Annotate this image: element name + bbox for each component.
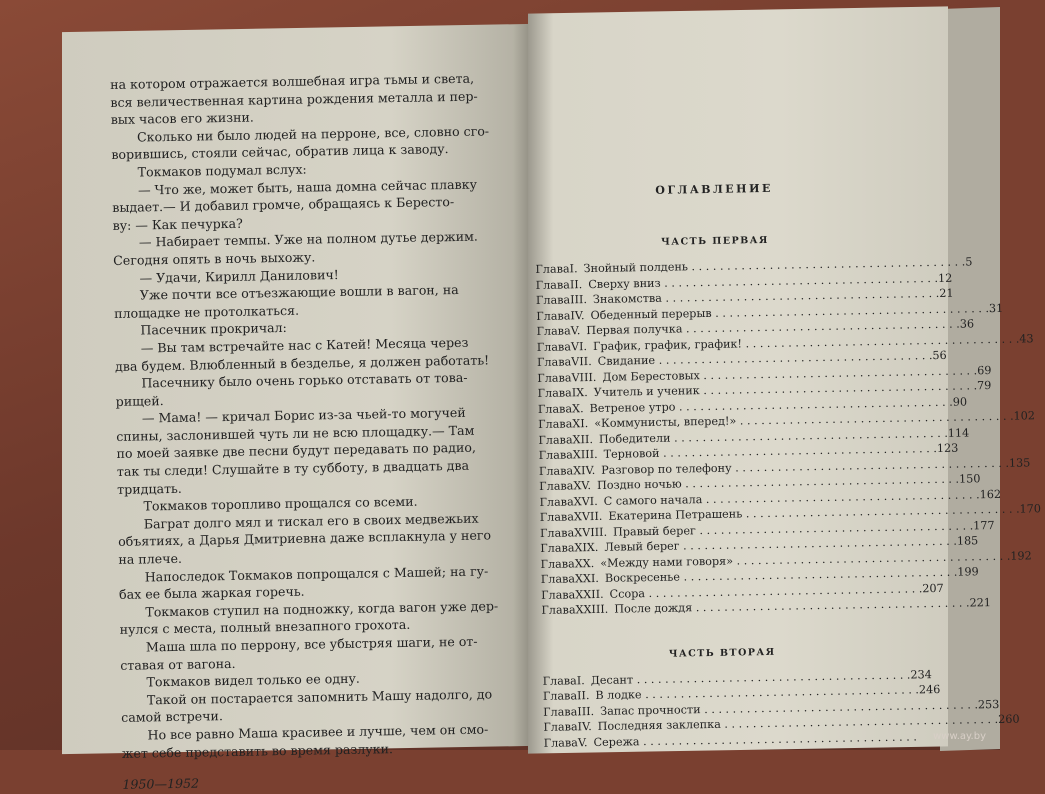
toc-page: 90 [953,394,968,410]
text-line: по моей заявке две песни будут передавать по радио, [116,439,491,463]
toc-label: Глава [539,447,573,463]
toc-num: XX. [575,555,601,571]
part1-chapter-list [535,256,901,619]
toc-label: Глава [536,292,570,308]
toc-num: XXIII. [575,602,614,618]
watermark: www.ay.by [933,731,986,742]
toc-num: XVIII. [574,524,613,540]
toc-num: X. [572,401,590,417]
toc-page: 135 [1009,455,1031,471]
table-of-contents [534,180,904,751]
toc-title: Свидание . . . [598,348,933,369]
toc-page: 185 [957,533,979,549]
toc-label: Глава [536,277,570,293]
toc-num: XVII. [574,509,609,525]
toc-label: Глава [541,587,575,603]
text-line: на котором отражается волшебная игра тьмы и света, [110,69,485,93]
toc-title: Терновой . . . [604,441,938,462]
text-line: — Мама! — кричал Борис из-за чьей-то могучей [116,404,491,428]
toc-label: Глава [543,673,577,689]
toc-num: IV. [577,719,597,735]
toc-page: 114 [948,425,970,441]
toc-page: 207 [922,580,944,596]
text-line: вся величественная картина рождения металла и пер- [110,87,485,111]
toc-label: Глава [543,688,577,704]
toc-title: Учитель и ученик . . . [594,378,978,400]
toc-title: Победители . . . [599,425,948,447]
date-line: 1950—1952 [122,770,497,794]
text-line: тридцать. [117,474,492,498]
toc-label: Глава [539,478,573,494]
toc-title: Запас прочности . . . [600,697,978,719]
toc-page: 246 [919,682,941,698]
text-line: ву: — Как печурка? [112,210,487,234]
toc-label: Глава [539,494,573,510]
text-line: Токмаков торопливо прощался со всеми. [117,492,492,516]
toc-label: Глава [537,370,571,386]
toc-num: XI. [572,416,594,432]
toc-title: Воскресенье . . . [605,565,958,587]
toc-num: I. [569,261,583,277]
toc-label: Глава [540,525,574,541]
toc-title: «Коммунисты, вперед!» . . . [594,409,1014,432]
toc-label: Глава [541,602,575,618]
paragraphs [110,69,497,762]
toc-label: Глава [535,261,569,277]
toc-title: Правый берег . . . [613,518,973,540]
text-line: так ты следи! Слушайте в ту субботу, в двадцать два [117,456,492,480]
part2-chapter-list [543,667,904,751]
toc-num: VII. [571,354,598,370]
toc-title: Поздно ночью . . . [597,472,959,494]
text-line: нулся с места, полный внезапного грохота. [120,615,495,639]
toc-title: Сверху вниз . . . [588,270,938,292]
toc-page: 5 [965,254,972,270]
toc-page: 162 [980,486,1002,502]
text-line: Такой он постарается запомнить Машу надолго, до [121,685,496,709]
text-line: бах ее была жаркая горечь. [119,580,494,604]
toc-num: XII. [572,431,599,447]
text-line: жет себе представить во время разлуки. [122,738,497,762]
toc-page: 12 [938,270,953,286]
toc-label: Глава [544,735,578,751]
toc-num: IV. [570,308,590,324]
toc-title: «Между нами говоря» . . . [600,548,1010,571]
toc-num: XIII. [573,447,604,463]
toc-num: V. [571,323,587,339]
toc-num: XV. [573,478,597,494]
toc-title: В лодке . . . [595,682,919,703]
toc-label: Глава [538,416,572,432]
toc-title: С самого начала . . . [604,487,980,509]
toc-label: Глава [536,308,570,324]
toc-num: XVI. [574,493,604,509]
toc-page: 123 [937,441,959,457]
text-line: объятиях, а Дарья Дмитриевна даже всплакнула у него [118,527,493,551]
toc-label: Глава [537,354,571,370]
toc-num: III. [570,292,593,308]
toc-page: 56 [932,348,947,364]
toc-num: XXI. [575,571,605,587]
toc-num: IX. [572,385,594,401]
toc-label: Глава [536,323,570,339]
toc-num: V. [578,735,594,751]
toc-title: График, график, график! . . . [593,331,1020,354]
toc-page: 43 [1019,331,1034,347]
text-line: — Вы там встречайте нас с Катей! Месяца через [115,333,490,357]
toc-num: III. [577,703,600,719]
text-line: — Набирает темпы. Уже на полном дутье держим. [113,228,488,252]
text-line: — Удачи, Кирилл Данилович! [113,263,488,287]
toc-page: 102 [1013,408,1035,424]
text-line: ставая от вагона. [120,650,495,674]
toc-title: Ветреное утро . . . [589,394,952,416]
toc-title: Последняя заклепка . . . [598,712,999,734]
text-line: рищей. [116,386,491,410]
text-line: на плече. [118,544,493,568]
text-line: Токмаков ступил на подножку, когда вагон уже дер- [119,597,494,621]
toc-title: Знакомства . . . [593,286,940,308]
toc-title: Обеденный перерыв . . . [590,301,989,323]
toc-num: XIV. [573,462,601,478]
text-line: площадке не протолкаться. [114,298,489,322]
toc-page: 234 [910,667,932,683]
text-line: Токмаков видел только ее одну. [120,668,495,692]
toc-title: Первая получка . . . [586,317,960,339]
text-line: выдает.— И добавил громче, обращаясь к Бересто- [112,193,487,217]
toc-label: Глава [539,463,573,479]
toc-title: Ссора . . . [609,581,922,602]
text-line: Токмаков подумал вслух: [112,157,487,181]
toc-title: Разговор по телефону . . . [601,455,1009,478]
toc-num: VI. [571,338,593,354]
toc-label: Глава [543,719,577,735]
toc-num: XIX. [574,540,604,556]
toc-page: 79 [977,378,992,394]
text-line: Пасечник прокричал: [114,316,489,340]
toc-label: Глава [540,556,574,572]
toc-label: Глава [540,540,574,556]
toc-page: 31 [989,300,1004,316]
toc-label: Глава [538,432,572,448]
text-line: Уже почти все отъезжающие вошли в вагон, на [114,281,489,305]
toc-label: Глава [543,704,577,720]
toc-title: Левый берег . . . [604,534,957,556]
text-line: Маша шла по перрону, все убыстряя шаги, не от- [120,632,495,656]
toc-title: Знойный полдень . . . [583,254,965,276]
text-line: спины, заслонившей чуть ли не всю площадку.— Там [116,421,491,445]
toc-page: 177 [973,518,995,534]
toc-title: Екатерина Петрашень . . . [608,502,1020,525]
text-line: — Что же, может быть, наша домна сейчас плавку [112,175,487,199]
toc-num: II. [570,277,589,293]
left-page-text [110,69,497,793]
text-line: ворившись, стояли сейчас, обратив лица к заводу. [111,140,486,164]
toc-page: 260 [998,712,1020,728]
toc-page: 199 [957,564,979,580]
toc-page: 150 [959,471,981,487]
text-line: Напоследок Токмаков попрощался с Машей; на гу- [119,562,494,586]
toc-label: Глава [537,339,571,355]
toc-title: Десант . . . [591,667,911,688]
toc-title: Сережа . . . [593,729,917,750]
toc-label: Глава [538,401,572,417]
toc-page: 21 [939,286,954,302]
toc-page: 170 [1019,501,1041,517]
text-line: два будем. Влюбленный в безделье, я должен работать! [115,351,490,375]
toc-page: 36 [960,316,975,332]
part1-title: ЧАСТЬ ПЕРВАЯ [535,233,895,250]
text-line: Баграт долго мял и тискал его в своих медвежьих [118,509,493,533]
toc-title: После дождя . . . [614,595,970,617]
toc-label: Глава [540,509,574,525]
toc-num: XXII. [575,586,610,602]
text-line: Но все равно Маша красивее и лучше, чем он смо- [121,720,496,744]
toc-page: 192 [1010,548,1032,564]
toc-num: I. [577,673,591,689]
toc-title: ОГЛАВЛЕНИЕ [534,180,894,199]
toc-label: Глава [537,385,571,401]
toc-page: 221 [969,595,991,611]
part2-title: ЧАСТЬ ВТОРАЯ [542,644,902,661]
toc-num: VIII. [571,369,602,385]
toc-num: II. [577,688,596,704]
toc-page: 69 [977,363,992,379]
toc-page: 253 [978,696,1000,712]
text-line: вых часов его жизни. [111,105,486,129]
text-line: Сколько ни было людей на перроне, все, словно сго- [111,122,486,146]
toc-label: Глава [541,571,575,587]
toc-title: Дом Берестовых . . . [602,363,977,385]
text-line: Пасечнику было очень горько отставать от това- [115,369,490,393]
text-line: самой встречи. [121,703,496,727]
text-line: Сегодня опять в ночь выхожу. [113,245,488,269]
